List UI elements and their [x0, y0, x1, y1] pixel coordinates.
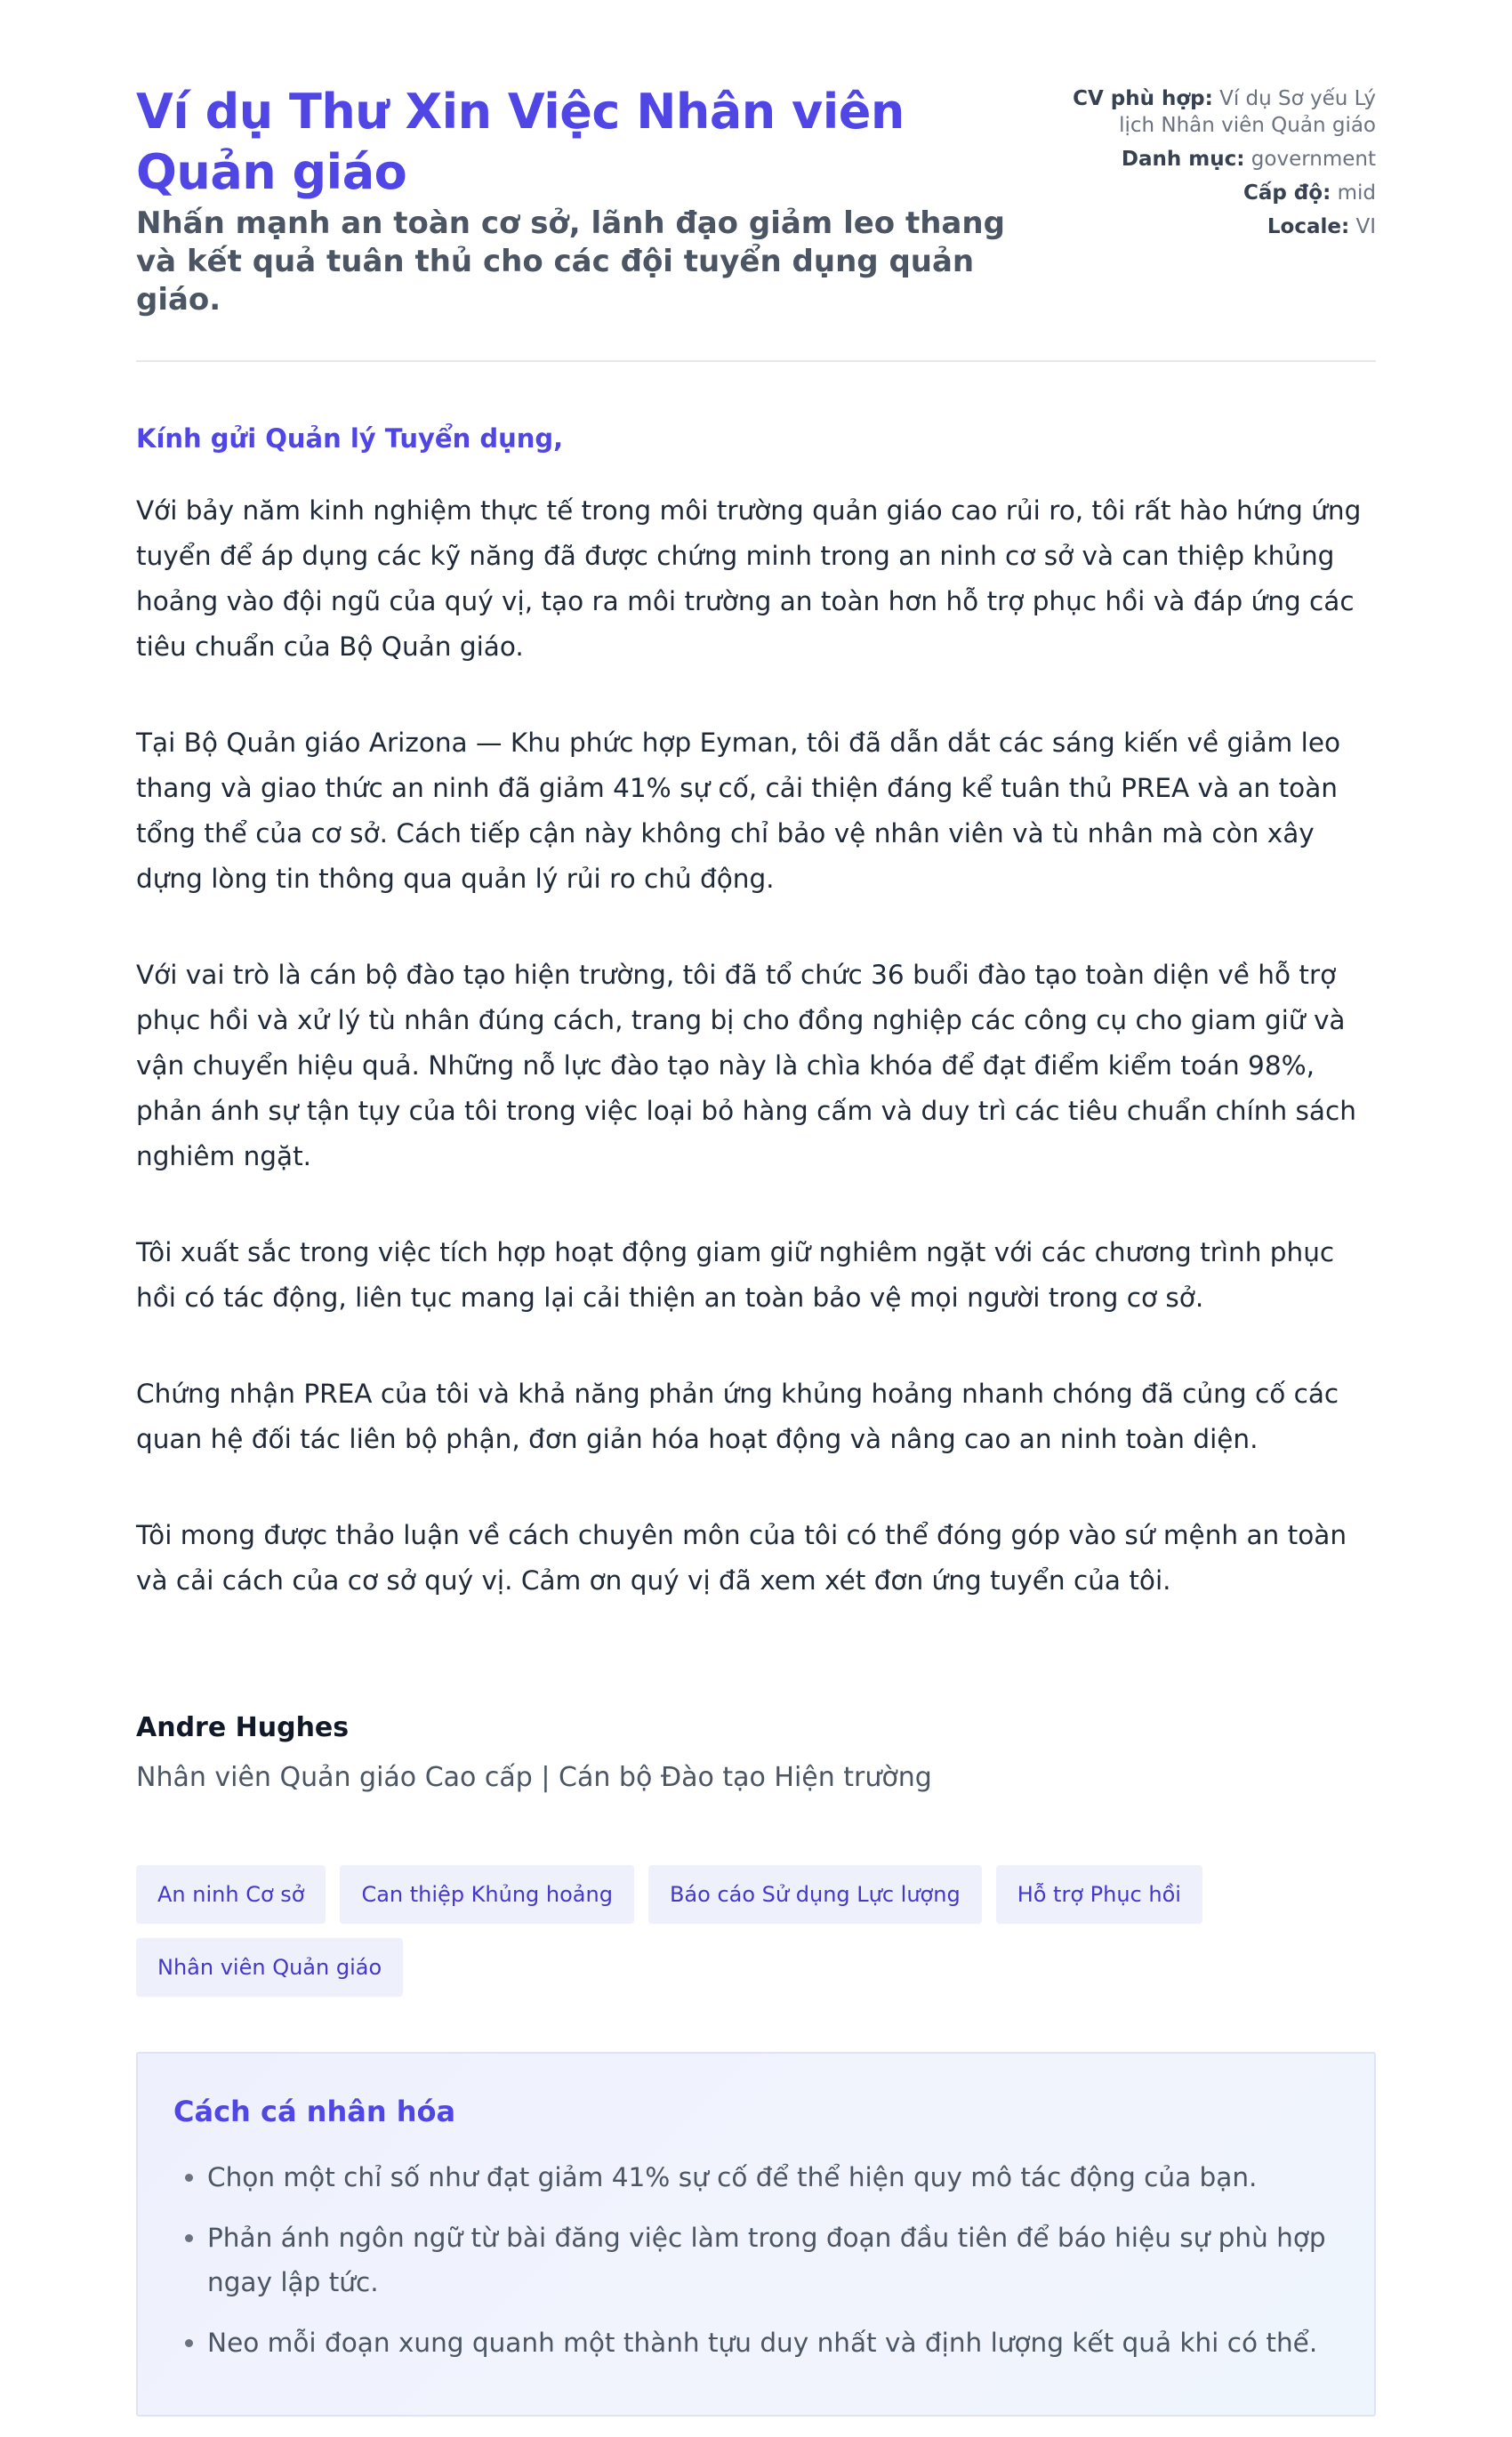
meta-locale — [1056, 213, 1376, 240]
signature-name: Andre Hughes — [136, 1712, 350, 1743]
header-titles — [136, 82, 1034, 319]
tip-item: • Chọn một chỉ số như đạt giảm 41% sự cố để thể hiện quy mô tác động của bạn. — [207, 2155, 1339, 2200]
page-title: Ví dụ Thư Xin Việc Nhân viên Quản giáo — [136, 84, 905, 200]
letter-paragraph-1: Với bảy năm kinh nghiệm thực tế trong môi trường quản giáo cao rủi ro, tôi rất hào hứng ứng tuyển để áp dụng các kỹ năng đã được chứng minh trong an ninh cơ sở và can thiệp khủng hoảng vào đội ngũ của quý vị, tạo ra môi trường an toàn hơn hỗ trợ phục hồi và đáp ứng các tiêu chuẩn của Bộ Quản giáo. — [136, 495, 1362, 662]
meta-key: Locale: — [1267, 215, 1350, 238]
page-header — [136, 82, 1376, 362]
meta-category — [1056, 146, 1376, 173]
skill-tag: An ninh Cơ sở — [136, 1865, 326, 1924]
metadata-panel — [1056, 82, 1376, 247]
meta-key: Cấp độ: — [1243, 181, 1331, 205]
meta-level — [1056, 180, 1376, 206]
tip-item: • Neo mỗi đoạn xung quanh một thành tựu duy nhất và định lượng kết quả khi có thể. — [207, 2320, 1339, 2365]
skill-tag: Can thiệp Khủng hoảng — [340, 1865, 634, 1924]
meta-key: Danh mục: — [1121, 148, 1245, 171]
meta-value: government — [1251, 148, 1376, 171]
letter-paragraph-6: Tôi mong được thảo luận về cách chuyên môn của tôi có thể đóng góp vào sứ mệnh an toàn và cải cách của cơ sở quý vị. Cảm ơn quý vị đã xem xét đơn ứng tuyển của tôi. — [136, 1520, 1347, 1596]
letter-paragraph-4: Tôi xuất sắc trong việc tích hợp hoạt động giam giữ nghiêm ngặt với các chương trình phục hồi có tác động, liên tục mang lại cải thiện an toàn bảo vệ mọi người trong cơ sở. — [136, 1237, 1335, 1313]
signature-block — [136, 1710, 1376, 1796]
meta-value: mid — [1337, 181, 1376, 205]
letter-paragraph-5: Chứng nhận PREA của tôi và khả năng phản ứng khủng hoảng nhanh chóng đã củng cố các quan hệ đối tác liên bộ phận, đơn giản hóa hoạt động và nâng cao an ninh toàn diện. — [136, 1379, 1339, 1454]
signature-title: Nhân viên Quản giáo Cao cấp | Cán bộ Đào tạo Hiện trường — [136, 1762, 932, 1793]
meta-matching-resume — [1056, 85, 1376, 139]
tips-list — [173, 2155, 1339, 2365]
personalization-tips — [136, 2052, 1376, 2417]
tip-item: • Phản ánh ngôn ngữ từ bài đăng việc làm trong đoạn đầu tiên để báo hiệu sự phù hợp ngay lập tức. — [207, 2216, 1339, 2304]
meta-key: CV phù hợp: — [1073, 87, 1213, 110]
page-subtitle: Nhấn mạnh an toàn cơ sở, lãnh đạo giảm leo thang và kết quả tuân thủ cho các đội tuyển dụng quản giáo. — [136, 205, 1005, 318]
meta-value: VI — [1355, 215, 1376, 238]
letter-body — [136, 362, 1376, 1796]
skill-tag: Nhân viên Quản giáo — [136, 1938, 403, 1997]
skill-tag: Báo cáo Sử dụng Lực lượng — [648, 1865, 982, 1924]
tips-title: Cách cá nhân hóa — [173, 2095, 456, 2128]
letter-paragraph-3: Với vai trò là cán bộ đào tạo hiện trường, tôi đã tổ chức 36 buổi đào tạo toàn diện về hỗ trợ phục hồi và xử lý tù nhân đúng cách, trang bị cho đồng nghiệp các công cụ cho giam giữ và vận chuyển hiệu quả. Những nỗ lực đào tạo này là chìa khóa để đạt điểm kiểm toán 98%, phản ánh sự tận tụy của tôi trong việc loại bỏ hàng cấm và duy trì các tiêu chuẩn chính sách nghiêm ngặt. — [136, 960, 1356, 1171]
skill-tag: Hỗ trợ Phục hồi — [996, 1865, 1202, 1924]
meta-value: Ví dụ Sơ yếu Lý lịch Nhân viên Quản giáo — [1119, 87, 1376, 137]
letter-greeting: Kính gửi Quản lý Tuyển dụng, — [136, 423, 564, 454]
letter-paragraph-2: Tại Bộ Quản giáo Arizona — Khu phức hợp Eyman, tôi đã dẫn dắt các sáng kiến về giảm leo thang và giao thức an ninh đã giảm 41% sự cố, cải thiện đáng kể tuân thủ PREA và an toàn tổng thể của cơ sở. Cách tiếp cận này không chỉ bảo vệ nhân viên và tù nhân mà còn xây dựng lòng tin thông qua quản lý rủi ro chủ động. — [136, 728, 1341, 894]
skill-tags — [136, 1865, 1292, 2011]
